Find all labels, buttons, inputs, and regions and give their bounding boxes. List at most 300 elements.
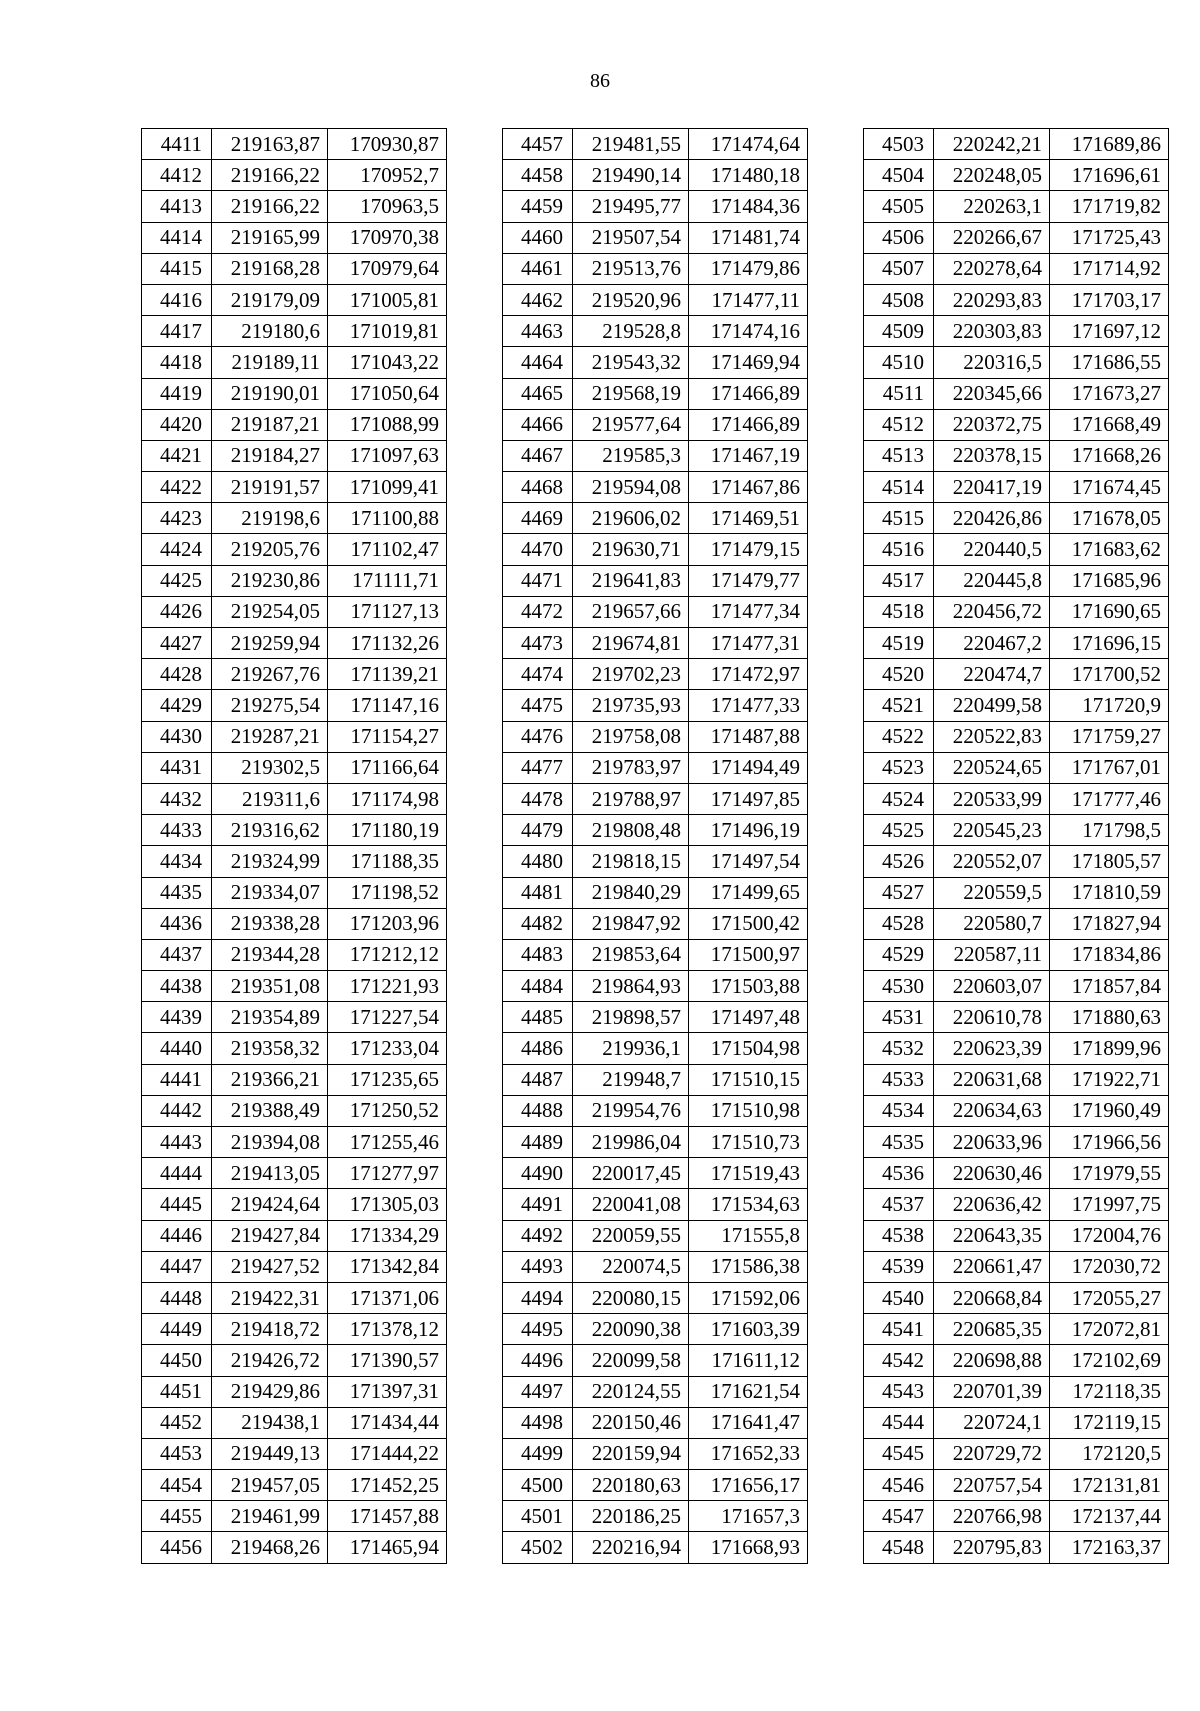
y-coordinate-cell: 171899,96 [1050,1033,1169,1064]
point-number-cell: 4528 [864,908,934,939]
y-coordinate-cell: 171696,15 [1050,628,1169,659]
x-coordinate-cell: 220242,21 [934,129,1050,160]
table-row [142,1251,447,1282]
y-coordinate-cell: 171519,43 [689,1158,808,1189]
table-row [864,409,1169,440]
table-row [503,222,808,253]
table-row [503,752,808,783]
y-coordinate-cell: 171099,41 [328,472,447,503]
point-number-cell: 4429 [142,690,212,721]
y-coordinate-cell: 171479,77 [689,565,808,596]
y-coordinate-cell: 171111,71 [328,565,447,596]
table-row [142,378,447,409]
y-coordinate-cell: 171452,25 [328,1470,447,1501]
x-coordinate-cell: 220216,94 [573,1532,689,1563]
table-row [864,1002,1169,1033]
y-coordinate-cell: 171592,06 [689,1282,808,1313]
y-coordinate-cell: 171198,52 [328,877,447,908]
point-number-cell: 4491 [503,1189,573,1220]
x-coordinate-cell: 219358,32 [212,1033,328,1064]
y-coordinate-cell: 171586,38 [689,1251,808,1282]
x-coordinate-cell: 219413,05 [212,1158,328,1189]
x-coordinate-cell: 220150,46 [573,1407,689,1438]
y-coordinate-cell: 171472,97 [689,659,808,690]
x-coordinate-cell: 220580,7 [934,908,1050,939]
x-coordinate-cell: 219657,66 [573,596,689,627]
point-number-cell: 4534 [864,1095,934,1126]
point-number-cell: 4455 [142,1501,212,1532]
x-coordinate-cell: 219168,28 [212,253,328,284]
x-coordinate-cell: 219259,94 [212,628,328,659]
x-coordinate-cell: 219316,62 [212,815,328,846]
table-row [864,191,1169,222]
x-coordinate-cell: 219528,8 [573,316,689,347]
table-row [503,846,808,877]
y-coordinate-cell: 171510,15 [689,1064,808,1095]
x-coordinate-cell: 219338,28 [212,908,328,939]
y-coordinate-cell: 171668,93 [689,1532,808,1563]
point-number-cell: 4454 [142,1470,212,1501]
x-coordinate-cell: 219324,99 [212,846,328,877]
table-row [142,1220,447,1251]
x-coordinate-cell: 219783,97 [573,752,689,783]
table-row [142,160,447,191]
y-coordinate-cell: 171700,52 [1050,659,1169,690]
x-coordinate-cell: 219568,19 [573,378,689,409]
y-coordinate-cell: 171621,54 [689,1376,808,1407]
y-coordinate-cell: 171127,13 [328,596,447,627]
point-number-cell: 4452 [142,1407,212,1438]
table-row [142,1189,447,1220]
y-coordinate-cell: 171759,27 [1050,721,1169,752]
point-number-cell: 4432 [142,783,212,814]
table-row [503,284,808,315]
y-coordinate-cell: 171139,21 [328,659,447,690]
y-coordinate-cell: 171805,57 [1050,846,1169,877]
x-coordinate-cell: 219191,57 [212,472,328,503]
y-coordinate-cell: 171674,45 [1050,472,1169,503]
x-coordinate-cell: 220630,46 [934,1158,1050,1189]
y-coordinate-cell: 171457,88 [328,1501,447,1532]
x-coordinate-cell: 219986,04 [573,1127,689,1158]
table-row [503,877,808,908]
x-coordinate-cell: 220372,75 [934,409,1050,440]
x-coordinate-cell: 219577,64 [573,409,689,440]
table-row [142,783,447,814]
x-coordinate-cell: 219394,08 [212,1127,328,1158]
table-row [864,378,1169,409]
point-number-cell: 4537 [864,1189,934,1220]
point-number-cell: 4508 [864,284,934,315]
y-coordinate-cell: 171499,65 [689,877,808,908]
x-coordinate-cell: 220631,68 [934,1064,1050,1095]
table-row [864,971,1169,1002]
y-coordinate-cell: 171147,16 [328,690,447,721]
x-coordinate-cell: 219388,49 [212,1095,328,1126]
point-number-cell: 4463 [503,316,573,347]
table-row [503,440,808,471]
x-coordinate-cell: 220545,23 [934,815,1050,846]
y-coordinate-cell: 171767,01 [1050,752,1169,783]
y-coordinate-cell: 171487,88 [689,721,808,752]
table-row [864,160,1169,191]
y-coordinate-cell: 171720,9 [1050,690,1169,721]
x-coordinate-cell: 219205,76 [212,534,328,565]
point-number-cell: 4520 [864,659,934,690]
point-number-cell: 4531 [864,1002,934,1033]
y-coordinate-cell: 171496,19 [689,815,808,846]
point-number-cell: 4525 [864,815,934,846]
x-coordinate-cell: 220661,47 [934,1251,1050,1282]
x-coordinate-cell: 220522,83 [934,721,1050,752]
y-coordinate-cell: 171857,84 [1050,971,1169,1002]
y-coordinate-cell: 171686,55 [1050,347,1169,378]
x-coordinate-cell: 220634,63 [934,1095,1050,1126]
point-number-cell: 4496 [503,1345,573,1376]
y-coordinate-cell: 171777,46 [1050,783,1169,814]
table-row [503,1251,808,1282]
point-number-cell: 4445 [142,1189,212,1220]
x-coordinate-cell: 219513,76 [573,253,689,284]
y-coordinate-cell: 171657,3 [689,1501,808,1532]
x-coordinate-cell: 220278,64 [934,253,1050,284]
point-number-cell: 4444 [142,1158,212,1189]
table-row [142,565,447,596]
table-row [864,939,1169,970]
x-coordinate-cell: 220293,83 [934,284,1050,315]
table-row [503,971,808,1002]
point-number-cell: 4446 [142,1220,212,1251]
y-coordinate-cell: 171102,47 [328,534,447,565]
x-coordinate-cell: 219490,14 [573,160,689,191]
y-coordinate-cell: 171922,71 [1050,1064,1169,1095]
point-number-cell: 4447 [142,1251,212,1282]
y-coordinate-cell: 171979,55 [1050,1158,1169,1189]
y-coordinate-cell: 172163,37 [1050,1532,1169,1563]
y-coordinate-cell: 171477,31 [689,628,808,659]
point-number-cell: 4467 [503,440,573,471]
x-coordinate-cell: 219936,1 [573,1033,689,1064]
table-row [503,1376,808,1407]
table-row [142,596,447,627]
table-row [503,1470,808,1501]
table-row [864,253,1169,284]
table-row [864,628,1169,659]
x-coordinate-cell: 219198,6 [212,503,328,534]
x-coordinate-cell: 220345,66 [934,378,1050,409]
table-row [864,752,1169,783]
table-row [503,316,808,347]
x-coordinate-cell: 219184,27 [212,440,328,471]
x-coordinate-cell: 219187,21 [212,409,328,440]
table-row [142,628,447,659]
x-coordinate-cell: 220701,39 [934,1376,1050,1407]
page-number: 86 [590,70,610,92]
table-row [142,1033,447,1064]
y-coordinate-cell: 171725,43 [1050,222,1169,253]
x-coordinate-cell: 219847,92 [573,908,689,939]
point-number-cell: 4514 [864,472,934,503]
x-coordinate-cell: 220017,45 [573,1158,689,1189]
x-coordinate-cell: 220456,72 [934,596,1050,627]
x-coordinate-cell: 219808,48 [573,815,689,846]
table-row [142,1002,447,1033]
point-number-cell: 4526 [864,846,934,877]
y-coordinate-cell: 171250,52 [328,1095,447,1126]
x-coordinate-cell: 219630,71 [573,534,689,565]
point-number-cell: 4464 [503,347,573,378]
point-number-cell: 4540 [864,1282,934,1313]
x-coordinate-cell: 220643,35 [934,1220,1050,1251]
x-coordinate-cell: 220180,63 [573,1470,689,1501]
table-row [864,440,1169,471]
table-row [503,409,808,440]
y-coordinate-cell: 171534,63 [689,1189,808,1220]
y-coordinate-cell: 171088,99 [328,409,447,440]
x-coordinate-cell: 219758,08 [573,721,689,752]
point-number-cell: 4479 [503,815,573,846]
table-row [142,1127,447,1158]
y-coordinate-cell: 171334,29 [328,1220,447,1251]
x-coordinate-cell: 220795,83 [934,1532,1050,1563]
point-number-cell: 4495 [503,1314,573,1345]
y-coordinate-cell: 171603,39 [689,1314,808,1345]
x-coordinate-cell: 219641,83 [573,565,689,596]
x-coordinate-cell: 220445,8 [934,565,1050,596]
table-row [864,690,1169,721]
point-number-cell: 4436 [142,908,212,939]
y-coordinate-cell: 172118,35 [1050,1376,1169,1407]
table-row [503,534,808,565]
x-coordinate-cell: 219267,76 [212,659,328,690]
table-row [503,1158,808,1189]
table-row [142,222,447,253]
table-row [864,1095,1169,1126]
table-row [864,1064,1169,1095]
y-coordinate-cell: 171479,15 [689,534,808,565]
x-coordinate-cell: 220636,42 [934,1189,1050,1220]
y-coordinate-cell: 171690,65 [1050,596,1169,627]
x-coordinate-cell: 219230,86 [212,565,328,596]
y-coordinate-cell: 171668,49 [1050,409,1169,440]
x-coordinate-cell: 220587,11 [934,939,1050,970]
table-row [142,129,447,160]
x-coordinate-cell: 219468,26 [212,1532,328,1563]
x-coordinate-cell: 219180,6 [212,316,328,347]
y-coordinate-cell: 171510,73 [689,1127,808,1158]
point-number-cell: 4415 [142,253,212,284]
point-number-cell: 4439 [142,1002,212,1033]
table-row [503,1407,808,1438]
point-number-cell: 4469 [503,503,573,534]
table-row [142,440,447,471]
point-number-cell: 4513 [864,440,934,471]
x-coordinate-cell: 219429,86 [212,1376,328,1407]
table-row [864,659,1169,690]
table-row [142,1345,447,1376]
table-row [142,846,447,877]
x-coordinate-cell: 220474,7 [934,659,1050,690]
x-coordinate-cell: 220417,19 [934,472,1050,503]
y-coordinate-cell: 171683,62 [1050,534,1169,565]
point-number-cell: 4453 [142,1438,212,1469]
table-row [142,472,447,503]
table-row [503,659,808,690]
table-row [864,284,1169,315]
table-row [864,1127,1169,1158]
point-number-cell: 4521 [864,690,934,721]
table-row [142,1282,447,1313]
point-number-cell: 4487 [503,1064,573,1095]
table-row [864,129,1169,160]
table-row [142,752,447,783]
table-row [142,1064,447,1095]
table-row [503,1002,808,1033]
table-row [503,815,808,846]
table-row [142,347,447,378]
x-coordinate-cell: 219334,07 [212,877,328,908]
table-row [503,1189,808,1220]
x-coordinate-cell: 219354,89 [212,1002,328,1033]
y-coordinate-cell: 171469,51 [689,503,808,534]
point-number-cell: 4545 [864,1438,934,1469]
point-number-cell: 4517 [864,565,934,596]
x-coordinate-cell: 220633,96 [934,1127,1050,1158]
x-coordinate-cell: 219311,6 [212,783,328,814]
point-number-cell: 4428 [142,659,212,690]
table-row [864,1314,1169,1345]
x-coordinate-cell: 220533,99 [934,783,1050,814]
table-row [864,596,1169,627]
point-number-cell: 4434 [142,846,212,877]
point-number-cell: 4465 [503,378,573,409]
table-row [864,877,1169,908]
table-row [503,908,808,939]
y-coordinate-cell: 171221,93 [328,971,447,1002]
y-coordinate-cell: 170963,5 [328,191,447,222]
point-number-cell: 4539 [864,1251,934,1282]
point-number-cell: 4488 [503,1095,573,1126]
y-coordinate-cell: 171479,86 [689,253,808,284]
point-number-cell: 4547 [864,1501,934,1532]
x-coordinate-cell: 219351,08 [212,971,328,1002]
y-coordinate-cell: 171673,27 [1050,378,1169,409]
y-coordinate-cell: 171656,17 [689,1470,808,1501]
y-coordinate-cell: 171510,98 [689,1095,808,1126]
x-coordinate-cell: 219166,22 [212,160,328,191]
point-number-cell: 4422 [142,472,212,503]
y-coordinate-cell: 172055,27 [1050,1282,1169,1313]
table-row [142,253,447,284]
y-coordinate-cell: 171174,98 [328,783,447,814]
table-row [142,284,447,315]
table-row [503,1501,808,1532]
y-coordinate-cell: 171500,42 [689,908,808,939]
point-number-cell: 4523 [864,752,934,783]
x-coordinate-cell: 220685,35 [934,1314,1050,1345]
table-row [503,1438,808,1469]
x-coordinate-cell: 220440,5 [934,534,1050,565]
point-number-cell: 4497 [503,1376,573,1407]
x-coordinate-cell: 220698,88 [934,1345,1050,1376]
y-coordinate-cell: 171255,46 [328,1127,447,1158]
table-row [142,815,447,846]
y-coordinate-cell: 171827,94 [1050,908,1169,939]
y-coordinate-cell: 171668,26 [1050,440,1169,471]
table-row [864,565,1169,596]
point-number-cell: 4438 [142,971,212,1002]
point-number-cell: 4423 [142,503,212,534]
point-number-cell: 4427 [142,628,212,659]
x-coordinate-cell: 219520,96 [573,284,689,315]
table-row [503,783,808,814]
point-number-cell: 4460 [503,222,573,253]
y-coordinate-cell: 171154,27 [328,721,447,752]
point-number-cell: 4473 [503,628,573,659]
point-number-cell: 4416 [142,284,212,315]
point-number-cell: 4459 [503,191,573,222]
point-number-cell: 4519 [864,628,934,659]
table-row [503,1282,808,1313]
table-row [142,1532,447,1563]
table-row [142,1501,447,1532]
y-coordinate-cell: 171227,54 [328,1002,447,1033]
table-row [864,222,1169,253]
x-coordinate-cell: 219422,31 [212,1282,328,1313]
point-number-cell: 4505 [864,191,934,222]
x-coordinate-cell: 219948,7 [573,1064,689,1095]
table-row [864,783,1169,814]
table-row [503,472,808,503]
table-row [503,1314,808,1345]
coordinates-table-2 [502,128,808,1564]
point-number-cell: 4411 [142,129,212,160]
table-row [864,534,1169,565]
x-coordinate-cell: 220467,2 [934,628,1050,659]
x-coordinate-cell: 219853,64 [573,939,689,970]
table-row [864,472,1169,503]
table-row [503,378,808,409]
y-coordinate-cell: 170970,38 [328,222,447,253]
table-row [503,1220,808,1251]
x-coordinate-cell: 219864,93 [573,971,689,1002]
y-coordinate-cell: 171678,05 [1050,503,1169,534]
point-number-cell: 4515 [864,503,934,534]
point-number-cell: 4535 [864,1127,934,1158]
y-coordinate-cell: 172072,81 [1050,1314,1169,1345]
point-number-cell: 4506 [864,222,934,253]
x-coordinate-cell: 219606,02 [573,503,689,534]
point-number-cell: 4533 [864,1064,934,1095]
x-coordinate-cell: 220610,78 [934,1002,1050,1033]
x-coordinate-cell: 220124,55 [573,1376,689,1407]
table-row [142,971,447,1002]
x-coordinate-cell: 220552,07 [934,846,1050,877]
x-coordinate-cell: 219818,15 [573,846,689,877]
point-number-cell: 4511 [864,378,934,409]
x-coordinate-cell: 220426,86 [934,503,1050,534]
y-coordinate-cell: 171019,81 [328,316,447,347]
y-coordinate-cell: 171689,86 [1050,129,1169,160]
table-row [503,1033,808,1064]
point-number-cell: 4512 [864,409,934,440]
point-number-cell: 4478 [503,783,573,814]
table-row [503,503,808,534]
x-coordinate-cell: 220724,1 [934,1407,1050,1438]
point-number-cell: 4421 [142,440,212,471]
point-number-cell: 4544 [864,1407,934,1438]
table-row [864,1470,1169,1501]
